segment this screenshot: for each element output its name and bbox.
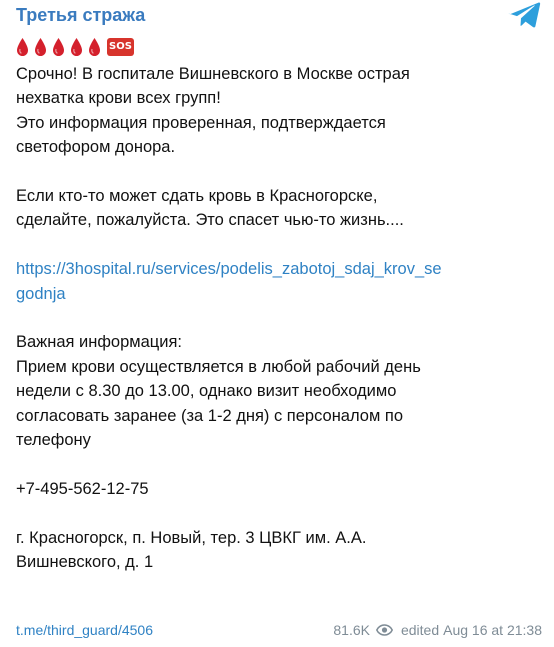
post-meta <box>333 618 542 642</box>
message-line: телефону <box>16 431 91 449</box>
message-link-line[interactable]: godnja <box>16 284 66 303</box>
post-footer <box>16 618 542 642</box>
message-line: Вишневского, д. 1 <box>16 553 154 571</box>
message-line: светофором донора. <box>16 138 176 157</box>
view-count: 81.6K <box>333 622 370 638</box>
channel-title[interactable]: Третья стража <box>16 5 146 25</box>
post-date: Aug 16 at 21:38 <box>443 622 542 638</box>
message-line: нехватка крови всех групп! <box>16 89 221 108</box>
edited-label: edited <box>400 622 440 638</box>
blood-drop-icon <box>34 37 47 57</box>
message-link-line[interactable]: https://3hospital.ru/services/podelis_zabotoj_sdaj_krov_se <box>16 260 442 279</box>
message-line: согласовать заранее (за 1-2 дня) с персоналом по <box>16 406 404 425</box>
message-line: Прием крови осуществляется в любой рабочий день <box>16 357 421 376</box>
message-line: сделайте, пожалуйста. Это спасет чью-то жизнь.... <box>16 211 404 230</box>
sos-icon: SOS <box>107 38 134 56</box>
eye-icon <box>376 624 393 636</box>
post-link[interactable]: t.me/third_guard/4506 <box>16 622 153 638</box>
blood-drop-icon <box>88 37 101 57</box>
blood-drop-icon <box>52 37 65 57</box>
blood-drop-icon <box>70 37 83 57</box>
message-line: +7-495-562-12-75 <box>16 479 149 498</box>
message-line: Это информация проверенная, подтверждается <box>16 113 386 132</box>
message-line: Срочно! В госпитале Вишневского в Москве острая <box>16 65 410 83</box>
telegram-plane-icon[interactable] <box>508 0 542 30</box>
blood-drop-icon <box>16 37 29 57</box>
message-line: Важная информация: <box>16 333 182 352</box>
message-line: Если кто-то может сдать кровь в Красногорске, <box>16 187 378 205</box>
message-line: г. Красногорск, п. Новый, тер. 3 ЦВКГ им. А.А. <box>16 528 367 547</box>
message-line: недели с 8.30 до 13.00, однако визит необходимо <box>16 382 397 401</box>
emoji-row <box>16 36 134 58</box>
